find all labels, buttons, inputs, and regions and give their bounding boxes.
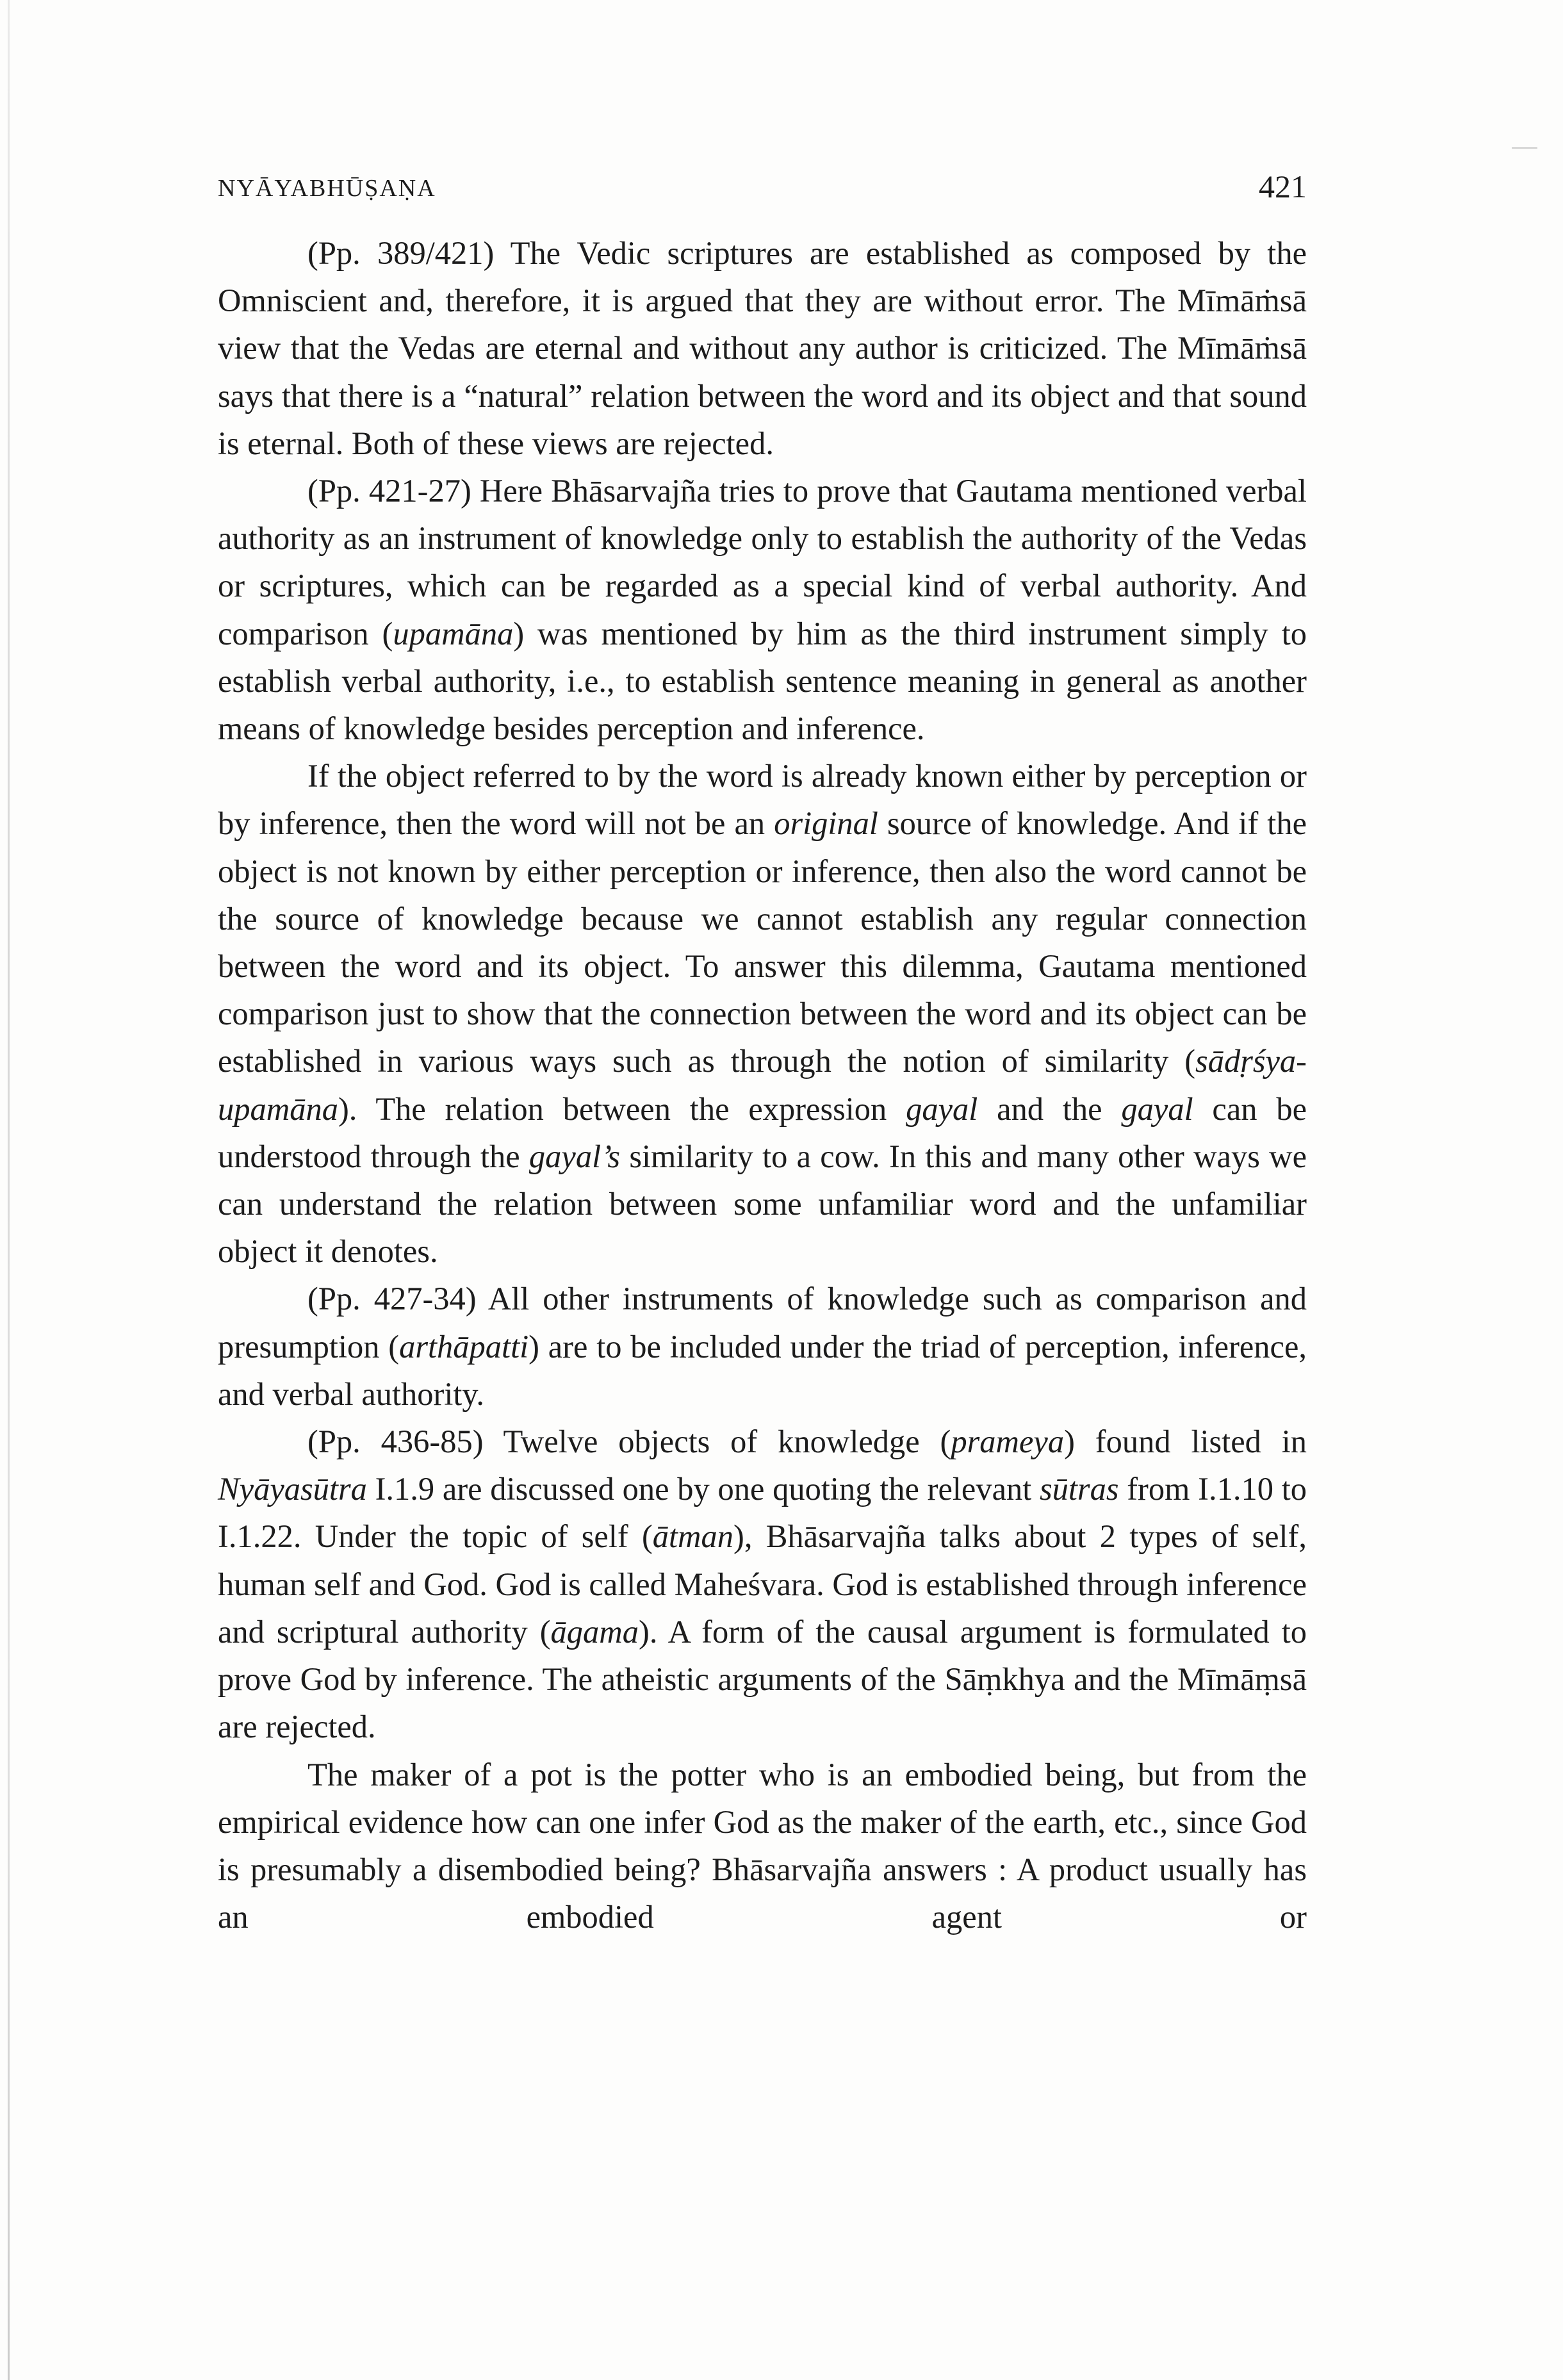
text-run: ). The relation between the expression [338,1090,906,1127]
scan-edge-shadow [8,0,10,2380]
text-run: I.1.9 are discussed one by one quoting the relevant [366,1471,1040,1507]
text-run-italic: sūtras [1040,1471,1119,1507]
text-run-italic: sādṛśya-upamāna [218,1043,1307,1127]
running-head: NYĀYABHŪṢAṆA [218,175,436,202]
text-run: and the [978,1090,1122,1127]
text-run-italic: gayal [1121,1090,1193,1127]
paragraph-3 [218,752,1307,1275]
page-header [218,168,1307,213]
page-number: 421 [1259,168,1307,204]
text-run-italic: gayal [906,1090,978,1127]
paragraph-5 [218,1418,1307,1750]
text-run: ). A form of the causal argument is formulated to prove God by inference. The atheistic arguments of the Sāṃkhya and the Mīmāṃsā are rejected. [218,1613,1307,1745]
text-run: ) are to be included under the triad of perception, inference, and verbal authority. [218,1328,1307,1412]
text-run-italic: ātman [652,1518,734,1555]
text-run: (Pp. 421-27) Here Bhāsarvajña tries to prove that Gautama mentioned verbal authority as an instrument of knowledge only to establish the authority of the Vedas or scriptures, which can be regarded as a special kind of verbal authority. And comparison ( [218,473,1307,652]
paragraph-2 [218,467,1307,752]
text-run: ), Bhāsarvajña talks about 2 types of self, human self and God. God is called Maheśvara. God is established through inference and scriptural authority ( [218,1518,1307,1650]
text-run: (Pp. 427-34) All other instruments of knowledge such as comparison and presumption ( [218,1281,1307,1365]
text-run-italic: arthāpatti [399,1328,529,1365]
text-run: ) found listed in [1064,1424,1307,1460]
text-run-italic: original [774,805,878,842]
text-run: (Pp. 389/421) The Vedic scriptures are established as composed by the Omniscient and, therefore, it is argued that they are without error. The Mīmāṁsā view that the Vedas are eternal and without any author is criticized. The Mīmāṁsā says that there is a “natural” relation between the word and its object and that sound is eternal. Both of these views are rejected. [218,235,1307,461]
paragraph-6 [218,1751,1307,1941]
text-run-italic: āgama [550,1613,639,1650]
body-text [218,229,1307,1941]
paragraph-1 [218,229,1307,467]
text-run-italic: gayal’s [528,1138,621,1174]
text-run: can be understood through the [218,1090,1307,1174]
text-run: from I.1.10 to I.1.22. Under the topic of self ( [218,1471,1307,1555]
text-run-italic: Nyāyasūtra [218,1471,367,1507]
text-run: If the object referred to by the word is already known either by perception or by inference, then the word will not be an [218,758,1307,842]
text-run-italic: upamāna [393,615,514,652]
text-run: (Pp. 436-85) Twelve objects of knowledge ( [307,1424,951,1460]
text-run-italic: prameya [951,1424,1065,1460]
paragraph-4 [218,1275,1307,1418]
text-run: similarity to a cow. In this and many other ways we can understand the relation between some unfamiliar word and the unfamiliar object it denotes. [218,1138,1307,1270]
scan-edge-mark [1512,147,1537,149]
text-run: ) was mentioned by him as the third instrument simply to establish verbal authority, i.e., to establish sentence meaning in general as another means of knowledge besides perception and inference. [218,615,1307,747]
text-run: source of knowledge. And if the object is not known by either perception or inference, then also the word cannot be the source of knowledge because we cannot establish any regular connection between the word and its object. To answer this dilemma, Gautama mentioned comparison just to show that the connection between the word and its object can be established in various ways such as through the notion of similarity ( [218,805,1307,1079]
text-run: The maker of a pot is the potter who is an embodied being, but from the empirical evidence how can one infer God as the maker of the earth, etc., since God is presumably a disembodied being? Bhāsarvajña answers : A product usually has an embodied agent or [218,1756,1307,1935]
